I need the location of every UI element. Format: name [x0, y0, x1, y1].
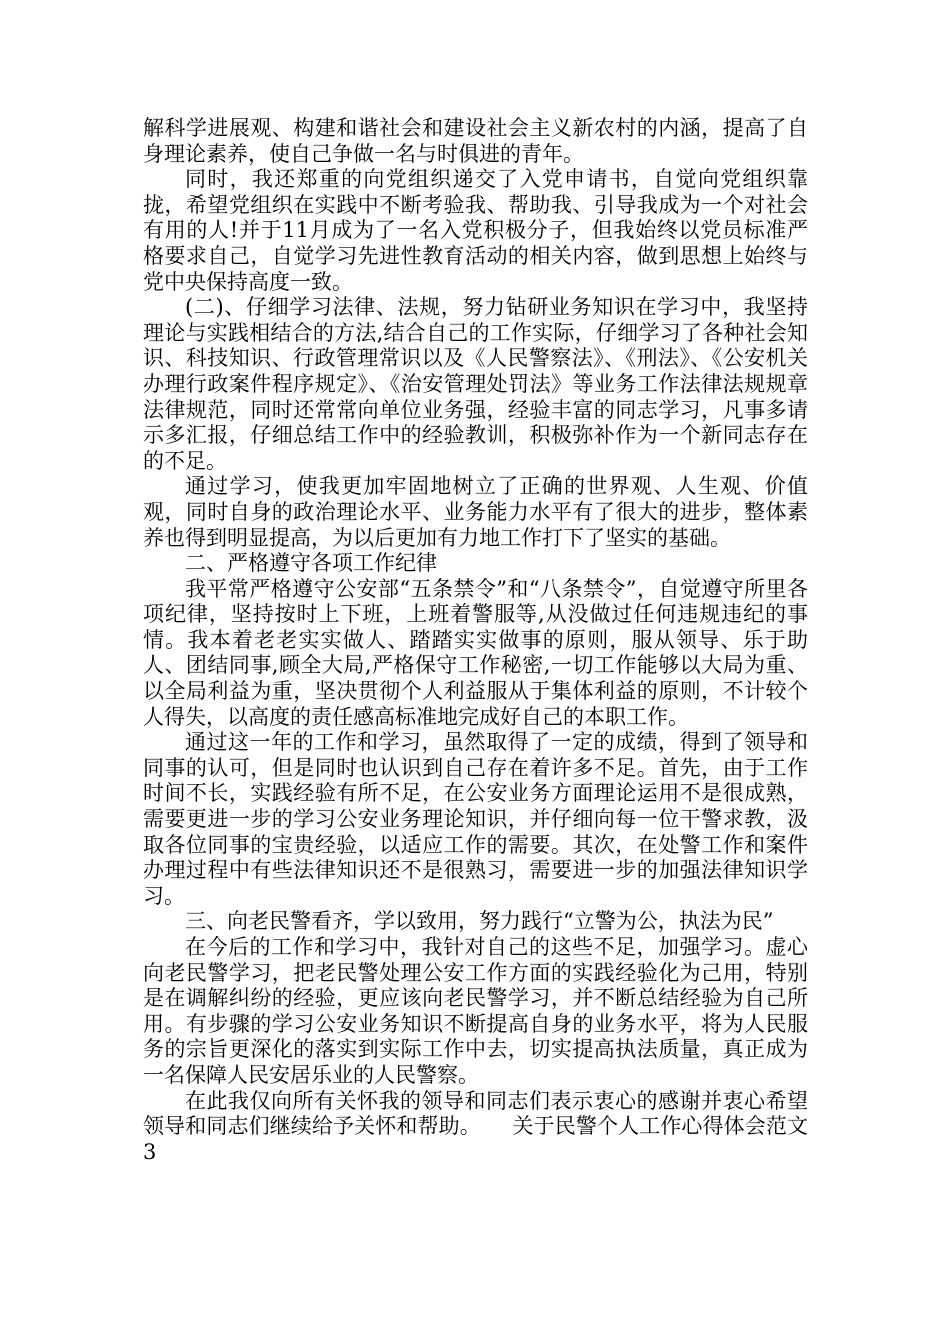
- paragraph-legal-study: (二)、仔细学习法律、法规，努力钻研业务知识在学习中，我坚持理论与实践相结合的方法,结合自己的工作实际，仔细学习了各种社会知识、科技知识、行政管理常识以及《人民警察法》、《刑法》、《公安机关办理行政案件程序规定》、《治安管理处罚法》等业务工作法律法规规章法律规范，同时还常常向单位业务强，经验丰富的同志学习，凡事多请示多汇报，仔细总结工作中的经验教训，积极弥补作为一个新同志存在的不足。: [143, 295, 808, 473]
- document-body: [143, 116, 808, 1165]
- paragraph-future-plans: 在今后的工作和学习中，我针对自己的这些不足，加强学习。虚心向老民警学习，把老民警处理公安工作方面的实践经验化为己用，特别是在调解纠纷的经验，更应该向老民警学习，并不断总结经验为自己所用。有步骤的学习公安业务知识不断提高自身的业务水平，将为人民服务的宗旨更深化的落实到实际工作中去，切实提高执法质量，真正成为一名保障人民安居乐业的人民警察。: [143, 935, 808, 1087]
- paragraph-thanks: 在此我仅向所有关怀我的领导和同志们表示衷心的感谢并衷心希望领导和同志们继续给予关怀和帮助。 关于民警个人工作心得体会范文3: [143, 1088, 808, 1164]
- paragraph-shortcomings: 通过这一年的工作和学习，虽然取得了一定的成绩，得到了领导和同事的认可，但是同时也认识到自己存在着许多不足。首先，由于工作时间不长，实践经验有所不足，在公安业务方面理论运用不是很成熟，需要更进一步的学习公安业务理论知识，并仔细向每一位干警求教，汲取各位同事的宝贵经验，以适应工作的需要。其次，在处警工作和案件办理过程中有些法律知识还不是很熟习，需要进一步的加强法律知识学习。: [143, 730, 808, 908]
- paragraph-party-application: 同时，我还郑重的向党组织递交了入党申请书，自觉向党组织靠拢，希望党组织在实践中不断考验我、帮助我、引导我成为一个对社会有用的人!并于11月成为了一名入党积极分子，但我始终以党员标准严格要求自己，自觉学习先进性教育活动的相关内容，做到思想上始终与党中央保持高度一致。: [143, 167, 808, 294]
- section-heading-discipline: 二、严格遵守各项工作纪律: [185, 551, 437, 576]
- paragraph-continuation: 解科学进展观、构建和谐社会和建设社会主义新农村的内涵，提高了自身理论素养，使自己争做一名与时俱进的青年。: [143, 116, 808, 166]
- paragraph-discipline: 我平常严格遵守公安部“五条禁令”和“八条禁令”，自觉遵守所里各项纪律，坚持按时上下班，上班着警服等,从没做过任何违规违纪的事情。我本着老老实实做人、踏踏实实做事的原则，服从领导、乐于助人、团结同事,顾全大局,严格保守工作秘密,一切工作能够以大局为重、以全局利益为重，坚决贯彻个人利益服从于集体利益的原则，不计较个人得失，以高度的责任感高标准地完成好自己的本职工作。: [143, 576, 808, 729]
- section-heading-veteran-officers: 三、向老民警看齐，学以致用，努力践行“立警为公，执法为民”: [185, 909, 774, 934]
- paragraph-study-results: 通过学习，使我更加牢固地树立了正确的世界观、人生观、价值观，同时自身的政治理论水平、业务能力水平有了很大的进步，整体素养也得到明显提高，为以后更加有力地工作打下了坚实的基础。: [143, 474, 808, 550]
